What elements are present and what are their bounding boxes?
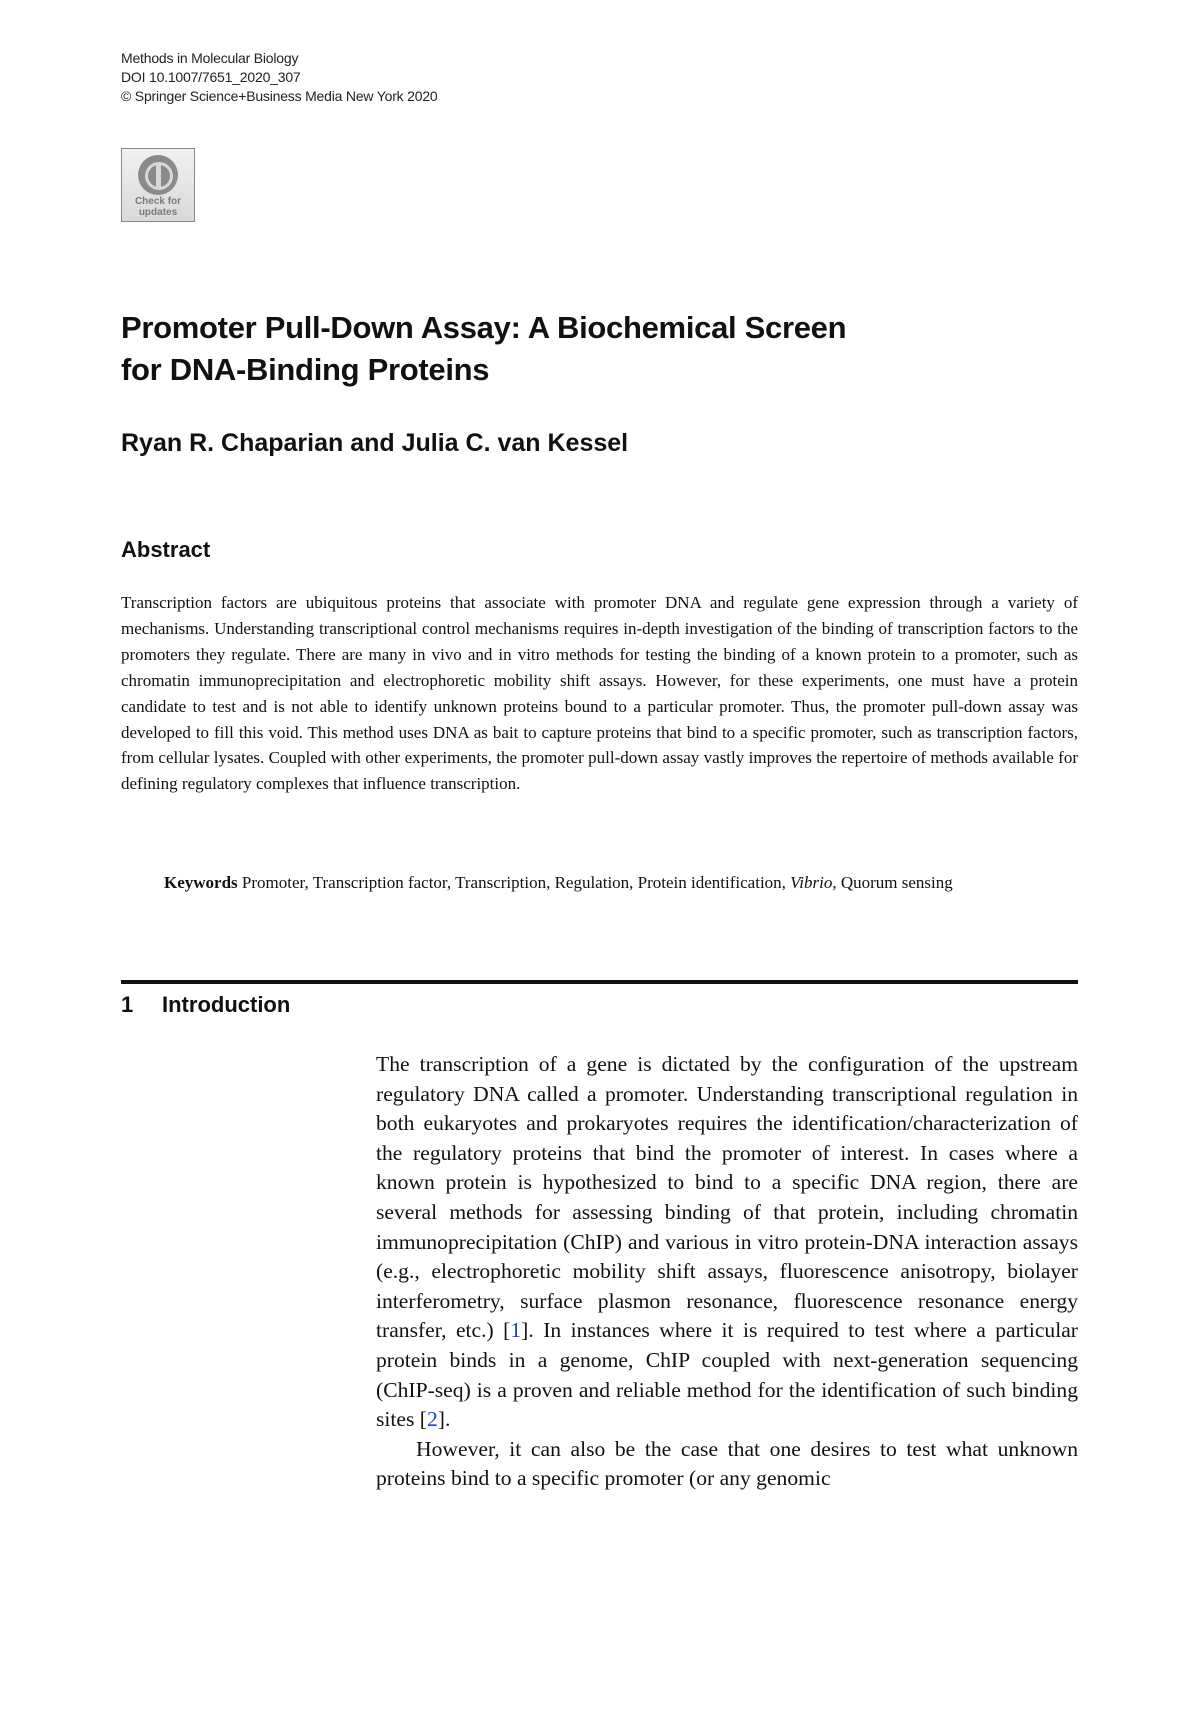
keyword-italic: Vibrio (790, 873, 833, 892)
abstract-text: Transcription factors are ubiquitous proteins that associate with promoter DNA and regulate gene expression through a variety of mechanisms. Understanding transcriptional control mechanisms requires in-depth investigation of the binding of transcription factors to the promoters they regulate. There are many in vivo and in vitro methods for testing the binding of a known protein to a promoter, such as chromatin immunoprecipitation and electrophoretic mobility shift assays. However, for these experiments, one must have a protein candidate to test and is not able to identify unknown proteins bound to a particular promoter. Thus, the promoter pull-down assay was developed to fill this void. This method uses DNA as bait to capture proteins that bind to a specific promoter, such as transcription factors, from cellular lysates. Coupled with other experiments, the promoter pull-down assay vastly improves the repertoire of methods available for defining regulatory complexes that influence transcription. (121, 593, 1078, 794)
title-line-1: Promoter Pull-Down Assay: A Biochemical Screen (121, 310, 847, 345)
intro-paragraph-2: However, it can also be the case that one desires to test what unknown proteins bind to a specific promoter (or any genomic (376, 1436, 1078, 1491)
keywords-list: Promoter, Transcription factor, Transcription, Regulation, Protein identification, (241, 873, 791, 892)
check-for-updates-badge[interactable] (121, 148, 195, 222)
check-for-updates-icon (138, 155, 178, 195)
intro-p1-text-b: ]. In instances where it is required to test where a particular protein binds in a genome, ChIP coupled with next-generation sequencing (ChIP-seq) is a proven and reliable method for the identification of such binding sites [ (376, 1318, 1078, 1432)
paper-title (121, 307, 1021, 391)
intro-p1-text-c: ]. (437, 1407, 451, 1432)
introduction-body (376, 1050, 1078, 1494)
abstract-body (121, 590, 1078, 797)
doi[interactable]: DOI 10.1007/7651_2020_307 (121, 69, 301, 85)
keywords-rest: , Quorum sensing (832, 873, 953, 892)
abstract-heading: Abstract (121, 537, 211, 562)
citation-link-1[interactable]: 1 (510, 1318, 522, 1343)
badge-line-1: Check for (134, 196, 182, 207)
title-line-2: for DNA-Binding Proteins (121, 352, 490, 387)
series-name: Methods in Molecular Biology (121, 50, 299, 66)
citation-link-2[interactable]: 2 (426, 1407, 438, 1432)
section-title: Introduction (162, 992, 291, 1017)
publication-meta (121, 49, 438, 106)
intro-p1-text-a: The transcription of a gene is dictated by the configuration of the upstream regulatory DNA called a promoter. Understanding transcriptional regulation in both eukaryotes and prokaryotes requires the identification/characterization of the regulatory proteins that bind the promoter of interest. In cases where a known protein is hypothesized to bind to a specific DNA region, there are several methods for assessing binding of that protein, including chromatin immunoprecipitation (ChIP) and various in vitro protein-DNA interaction assays (e.g., electrophoretic mobility shift assays, fluorescence anisotropy, biolayer interferometry, surface plasmon resonance, fluorescence resonance energy transfer, etc.) [ (376, 1052, 1078, 1343)
keywords (164, 870, 1078, 896)
authors: Ryan R. Chaparian and Julia C. van Kessel (121, 429, 629, 457)
keywords-label: Keywords (164, 873, 238, 892)
intro-paragraph-1 (376, 1050, 1078, 1435)
section-number: 1 (121, 992, 134, 1017)
badge-line-2: updates (138, 207, 178, 218)
section-divider (121, 980, 1078, 984)
badge-label (122, 196, 194, 218)
copyright: © Springer Science+Business Media New York 2020 (121, 88, 438, 104)
section-heading (121, 990, 290, 1020)
